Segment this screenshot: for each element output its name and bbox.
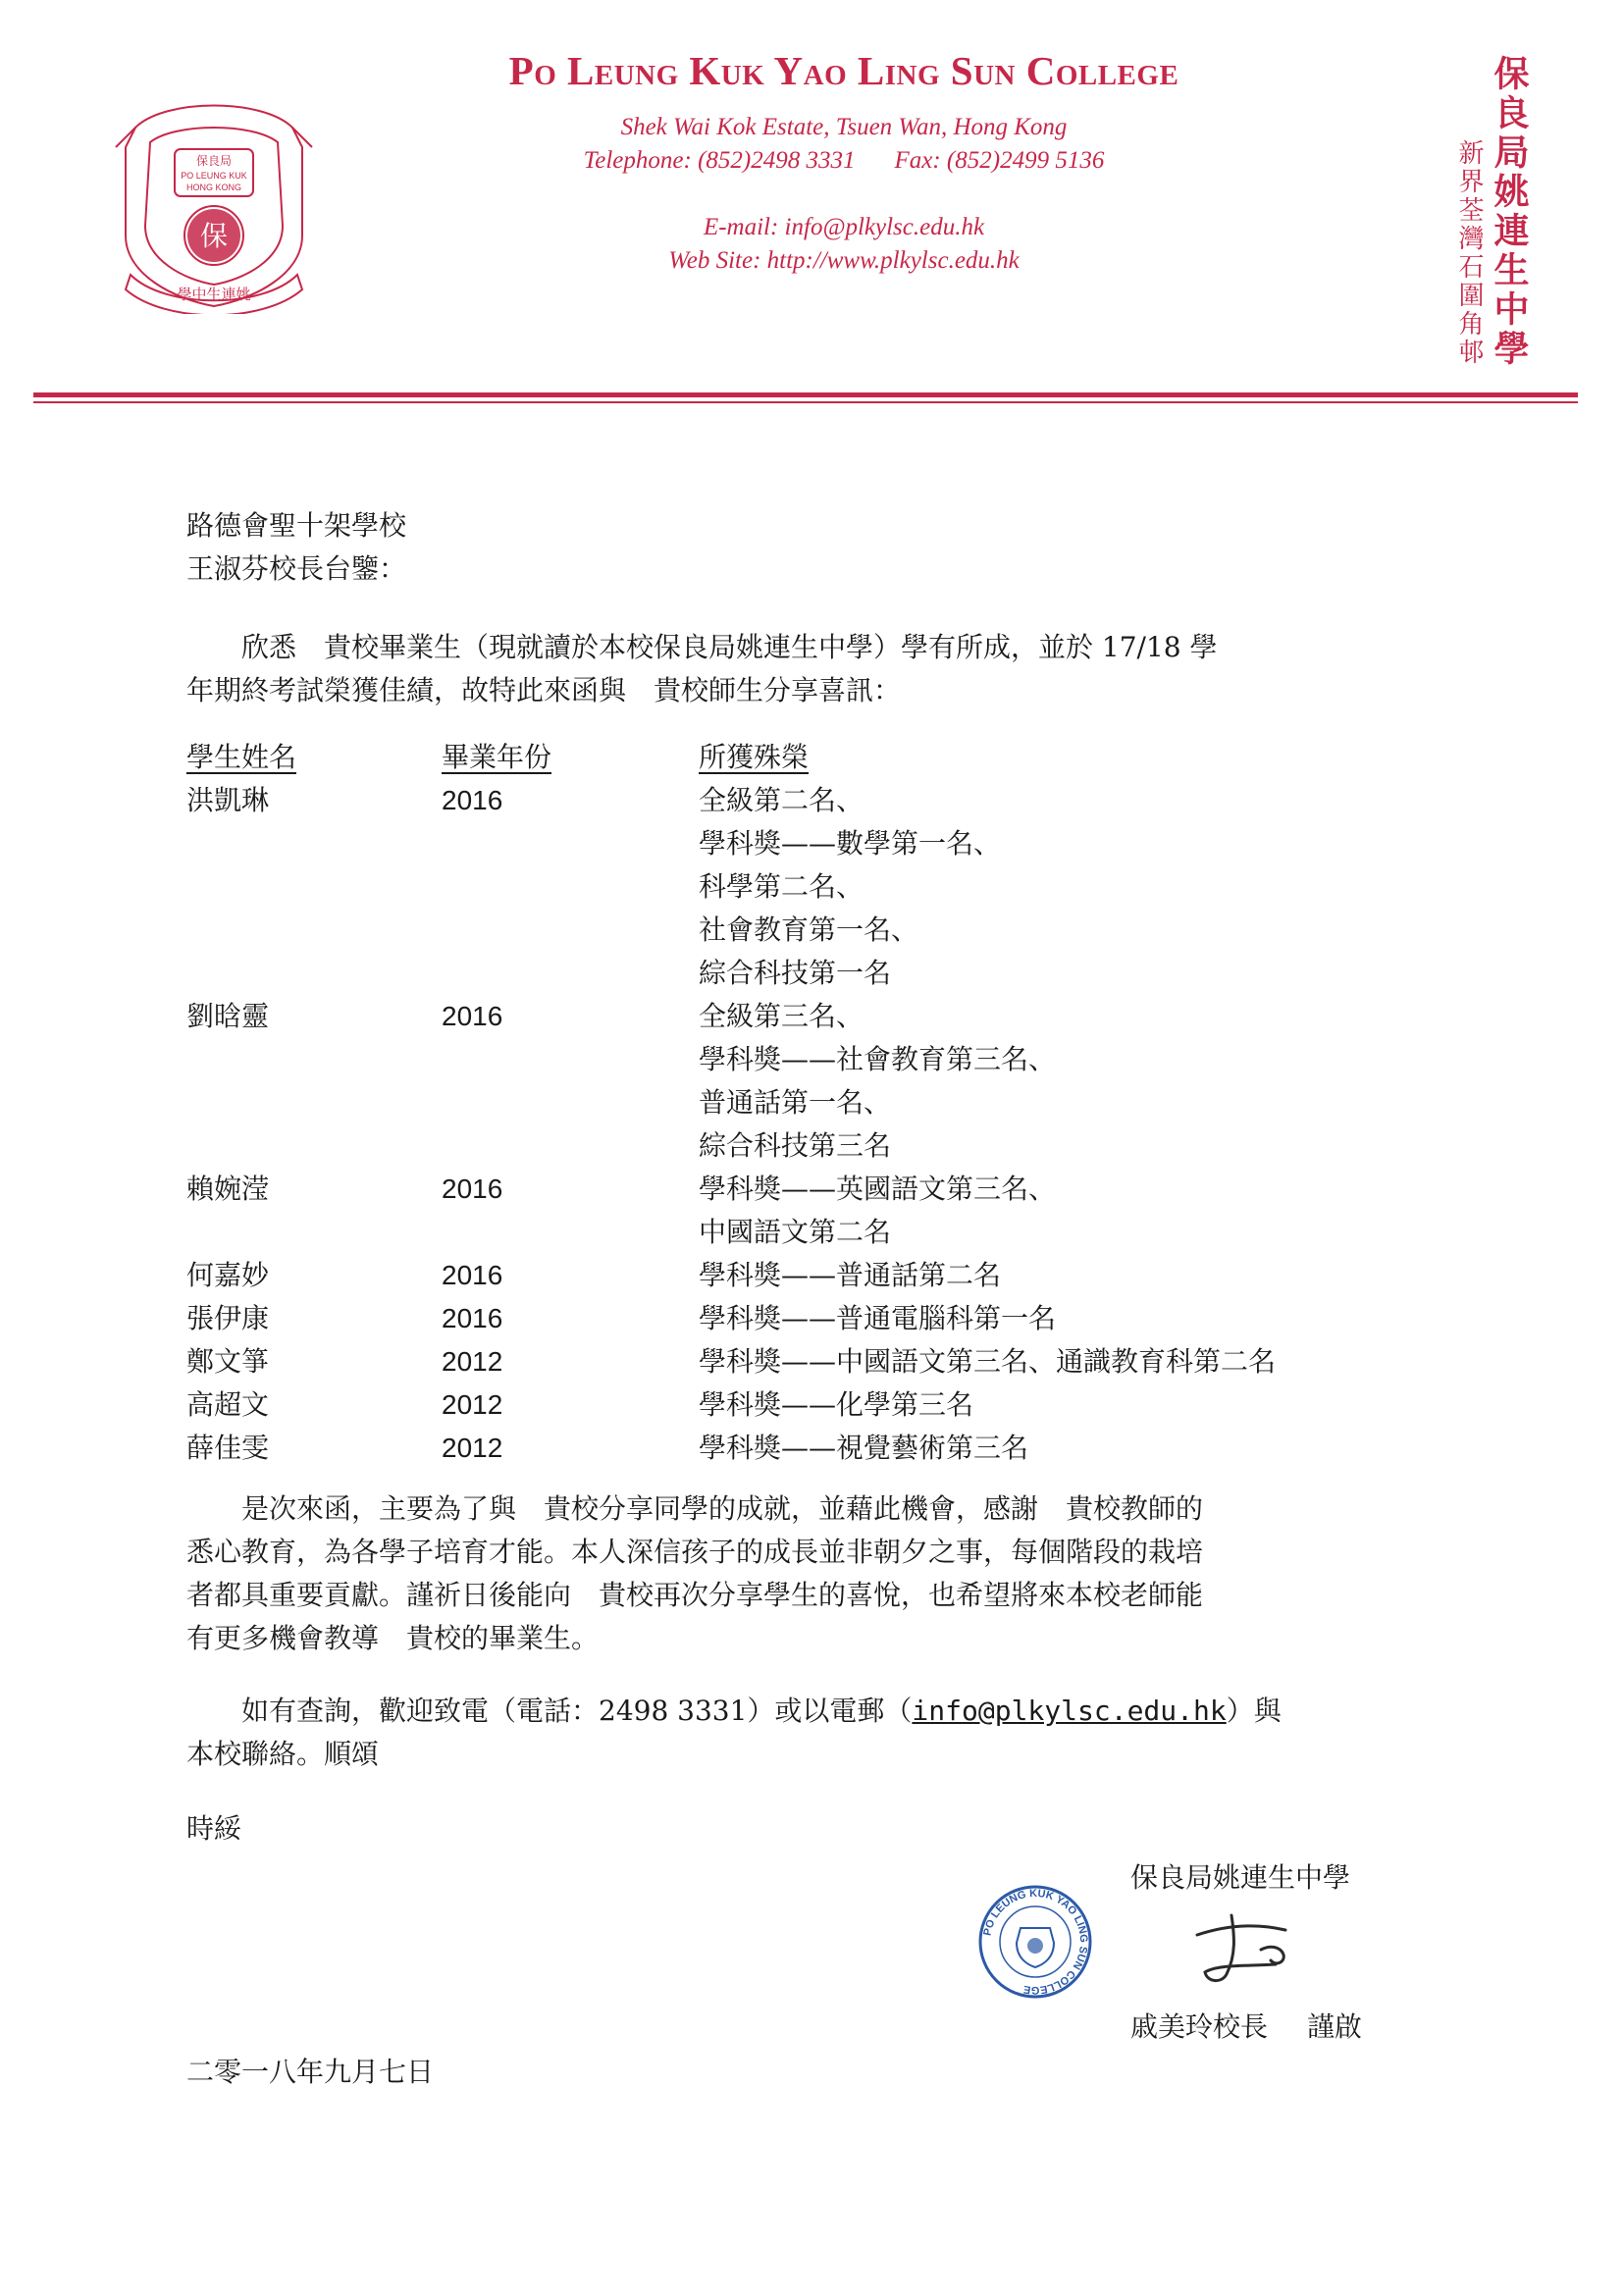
signoff-school: 保良局姚連生中學 — [1130, 1861, 1351, 1894]
table-row — [186, 865, 1413, 909]
recipient-principal: 王淑芬校長台鑒： — [186, 552, 407, 585]
honour-cell: 學科獎——社會教育第三名、 — [699, 1043, 1057, 1075]
table-row — [186, 1383, 1413, 1427]
school-crest-logo — [106, 88, 322, 314]
school-name-heading: Po Leung Kuk Yao Ling Sun College — [508, 48, 1179, 93]
graduation-year-cell: 2016 — [442, 1174, 503, 1204]
student-name-cell: 劉晗靈 — [186, 1000, 270, 1032]
contact-line — [186, 1690, 1395, 1733]
chinese-school-address: 新界荃灣石圍角邨 — [1454, 139, 1484, 367]
table-header-row — [186, 736, 1413, 779]
school-address: Shek Wai Kok Estate, Tsuen Wan, Hong Kong — [620, 114, 1068, 140]
contact-email-link[interactable]: info@plkylsc.edu.hk — [912, 1695, 1227, 1727]
intro-paragraph — [186, 626, 1395, 712]
table-row — [186, 779, 1413, 822]
graduation-year-cell: 2016 — [442, 785, 503, 815]
graduation-year-cell: 2012 — [442, 1389, 503, 1420]
crest-text-hk: HONG KONG — [185, 183, 242, 192]
table-row — [186, 995, 1413, 1038]
honour-cell: 學科獎——視覺藝術第三名 — [699, 1432, 1029, 1464]
student-name-cell: 賴婉滢 — [186, 1173, 270, 1205]
student-name-cell: 洪凱琳 — [186, 784, 270, 816]
table-row — [186, 822, 1413, 865]
table-row — [186, 1081, 1413, 1124]
table-row — [186, 1211, 1413, 1254]
honour-cell: 學科獎——數學第一名、 — [699, 827, 1002, 860]
letterhead-website: Web Site: http://www.plkylsc.edu.hk — [668, 247, 1020, 274]
student-name-cell: 薛佳雯 — [186, 1432, 270, 1464]
honour-cell: 全級第三名、 — [699, 1000, 864, 1032]
honour-cell: 社會教育第一名、 — [699, 913, 919, 946]
table-body — [186, 779, 1413, 1470]
graduation-year-cell: 2012 — [442, 1433, 503, 1463]
student-name-cell: 何嘉妙 — [186, 1259, 270, 1291]
crest-text-scroll: 學中生連姚 — [177, 286, 251, 303]
honours-table — [186, 736, 1413, 1470]
table-row — [186, 1340, 1413, 1383]
table-row — [186, 1168, 1413, 1211]
table-row — [186, 1038, 1413, 1081]
header-divider — [33, 392, 1578, 397]
body-line: 有更多機會教導 貴校的畢業生。 — [186, 1622, 600, 1654]
header-graduation-year: 畢業年份 — [442, 741, 552, 773]
header-honours: 所獲殊榮 — [699, 741, 810, 773]
honour-cell: 學科獎——化學第三名 — [699, 1388, 974, 1421]
body-paragraph — [186, 1487, 1395, 1660]
student-name-cell: 張伊康 — [186, 1302, 270, 1334]
graduation-year-cell: 2016 — [442, 1303, 503, 1333]
crest-text-chinese: 保良局 — [195, 154, 233, 168]
graduation-year-cell: 2012 — [442, 1346, 503, 1377]
honour-cell: 普通話第一名、 — [699, 1086, 892, 1119]
principal-signature — [1178, 1896, 1315, 1994]
table-row — [186, 952, 1413, 995]
contact-phone-line — [412, 147, 1276, 175]
closing-regards: 時綏 — [186, 1812, 242, 1845]
crest-text-english: PO LEUNG KUK — [181, 171, 247, 181]
honour-cell: 綜合科技第三名 — [699, 1129, 892, 1162]
contact-line-2: 本校聯絡。順頌 — [186, 1738, 380, 1770]
honour-cell: 學科獎——普通電腦科第一名 — [699, 1302, 1057, 1334]
table-row — [186, 1254, 1413, 1297]
table-row — [186, 1297, 1413, 1340]
chinese-school-name: 保良局姚連生中學 — [1489, 55, 1530, 369]
honour-cell: 學科獎——英國語文第三名、 — [699, 1173, 1057, 1205]
intro-line: 欣悉 貴校畢業生（現就讀於本校保良局姚連生中學）學有所成，並於 17/18 學 — [186, 631, 1218, 663]
signer-name: 戚美玲校長 — [1130, 2010, 1269, 2043]
table-row — [186, 909, 1413, 952]
letter-date: 二零一八年九月七日 — [186, 2056, 435, 2088]
honour-cell: 中國語文第二名 — [699, 1216, 892, 1248]
student-name-cell: 高超文 — [186, 1388, 270, 1421]
contact-text-end: ）與 — [1226, 1695, 1282, 1727]
respectfully: 謹啟 — [1307, 2010, 1363, 2043]
table-row — [186, 1124, 1413, 1168]
honour-cell: 學科獎——普通話第二名 — [699, 1259, 1002, 1291]
body-line: 者都具重要貢獻。謹祈日後能向 貴校再次分享學生的喜悅，也希望將來本校老師能 — [186, 1579, 1204, 1611]
body-line: 悉心教育，為各學子培育才能。本人深信孩子的成長並非朝夕之事，每個階段的栽培 — [186, 1536, 1204, 1568]
graduation-year-cell: 2016 — [442, 1260, 503, 1290]
honour-cell: 全級第二名、 — [699, 784, 864, 816]
letterhead-email: E-mail: info@plkylsc.edu.hk — [703, 214, 985, 240]
header-divider-thin — [33, 401, 1578, 403]
intro-line: 年期終考試榮獲佳績，故特此來函與 貴校師生分享喜訊： — [186, 674, 902, 706]
svg-text:保: 保 — [199, 220, 229, 252]
school-seal-stamp — [977, 1884, 1093, 2000]
graduation-year-cell: 2016 — [442, 1001, 503, 1031]
fax: Fax: (852)2499 5136 — [894, 147, 1105, 174]
header-student-name: 學生姓名 — [186, 741, 297, 773]
body-line: 是次來函，主要為了與 貴校分享同學的成就，並藉此機會，感謝 貴校教師的 — [186, 1492, 1204, 1525]
contact-paragraph — [186, 1690, 1395, 1776]
honour-cell: 綜合科技第一名 — [699, 957, 892, 989]
signoff-signer — [1130, 2006, 1362, 2049]
seal-text: PO LEUNG KUK YAO LING SUN COLLEGE — [981, 1887, 1090, 1997]
telephone: Telephone: (852)2498 3331 — [583, 147, 856, 174]
contact-text: 如有查詢，歡迎致電（電話：2498 3331）或以電郵（ — [186, 1695, 913, 1727]
honour-cell: 科學第二名、 — [699, 870, 864, 903]
student-name-cell: 鄭文箏 — [186, 1345, 270, 1378]
honour-cell: 學科獎——中國語文第三名、通識教育科第二名 — [699, 1345, 1277, 1378]
table-row — [186, 1427, 1413, 1470]
recipient-school: 路德會聖十架學校 — [186, 509, 407, 542]
